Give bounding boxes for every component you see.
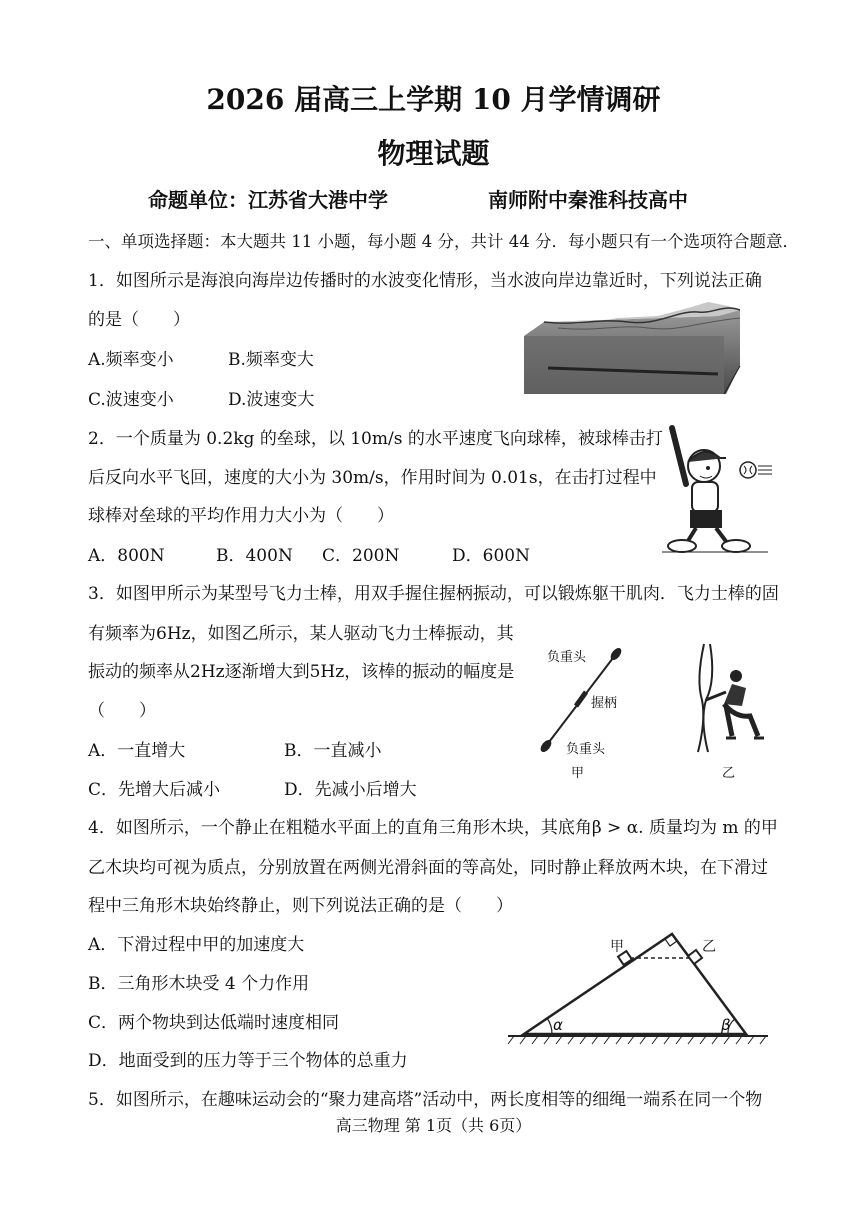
fig-beta-label: β [721,1016,731,1034]
q3-option-c: C．先增大后减小 [88,780,221,800]
q4-line2: 乙木块均可视为质点，分别放置在两侧光滑斜面的等高处，同时静止释放两木块，在下滑过 [88,858,768,878]
q4-option-c: C．两个物块到达低端时速度相同 [88,1013,340,1033]
page-footer: 高三物理 第 1页（共 6页） [335,1116,532,1135]
fig-yi-block-label: 乙 [702,939,716,955]
q3-line4: （ ） [88,701,156,721]
fig-bottom-weight-label: 负重头 [566,742,606,757]
q3-line2: 有频率为6Hz，如图乙所示，某人驱动飞力士棒振动，其 [88,624,514,644]
q2-line3: 球棒对垒球的平均作用力大小为（ ） [88,506,394,526]
q3-line1: 3．如图甲所示为某型号飞力士棒，用双手握住握柄振动，可以锻炼躯干肌肉．飞力士棒的固 [88,584,779,604]
baseball-player-figure [656,424,776,556]
q1-option-d: D.波速变大 [228,390,315,410]
q4-line3: 程中三角形木块始终静止，则下列说法正确的是（ ） [88,896,513,916]
q4-option-b: B．三角形木块受 4 个力作用 [88,974,310,994]
section-heading: 一、单项选择题：本大题共 11 小题，每小题 4 分，共计 44 分．每小题只有一个选项符合题意． [88,232,799,251]
q2-line2: 后反向水平飞回，速度的大小为 30m/s，作用时间为 0.01s，在击打过程中 [88,468,657,488]
q2-option-b: B．400N [216,546,293,566]
fig-grip-label: 握柄 [591,696,618,711]
q2-option-d: D．600N [452,546,530,566]
wave-figure [518,296,746,400]
page-subtitle: 物理试题 [377,137,490,170]
q1-line2: 的是（ ） [88,310,190,330]
q4-line1: 4．如图所示，一个静止在粗糙水平面上的直角三角形木块，其底角β > α. 质量均为 m 的甲 [88,818,778,838]
q3-option-d: D．先减小后增大 [284,780,417,800]
q2-option-c: C．200N [322,546,400,566]
q1-option-b: B.频率变大 [228,350,314,370]
fig-jia-label: 甲 [571,766,585,781]
fig-top-weight-label: 负重头 [547,650,587,665]
q2-line1: 2．一个质量为 0.2kg 的垒球，以 10m/s 的水平速度飞向球棒，被球棒击打 [88,429,663,449]
q2-option-a: A．800N [88,546,165,566]
author-unit-2: 南师附中秦淮科技高中 [488,188,688,212]
fig-yi-label: 乙 [722,766,736,781]
triangle-block-figure [506,928,772,1050]
q1-line1: 1．如图所示是海浪向海岸边传播时的水波变化情形，当水波向岸边靠近时，下列说法正确 [88,271,762,291]
q3-line3: 振动的频率从2Hz逐渐增大到5Hz，该棒的振动的幅度是 [88,662,515,682]
q1-option-a: A.频率变小 [88,350,174,370]
q4-option-a: A．下滑过程中甲的加速度大 [88,935,305,955]
fig-jia-block-label: 甲 [610,939,624,955]
q3-option-b: B．一直减小 [284,741,382,761]
q4-option-d: D．地面受到的压力等于三个物体的总重力 [88,1051,408,1071]
q5-line1: 5．如图所示，在趣味运动会的“聚力建高塔”活动中，两长度相等的细绳一端系在同一个物 [88,1090,763,1110]
fig-alpha-label: α [553,1016,563,1034]
person-flexibar-figure [676,640,776,760]
q3-option-a: A．一直增大 [88,741,186,761]
author-unit-1: 命题单位：江苏省大港中学 [148,188,388,212]
page-title: 2026 届高三上学期 10 月学情调研 [206,83,661,116]
q1-option-c: C.波速变小 [88,390,174,410]
